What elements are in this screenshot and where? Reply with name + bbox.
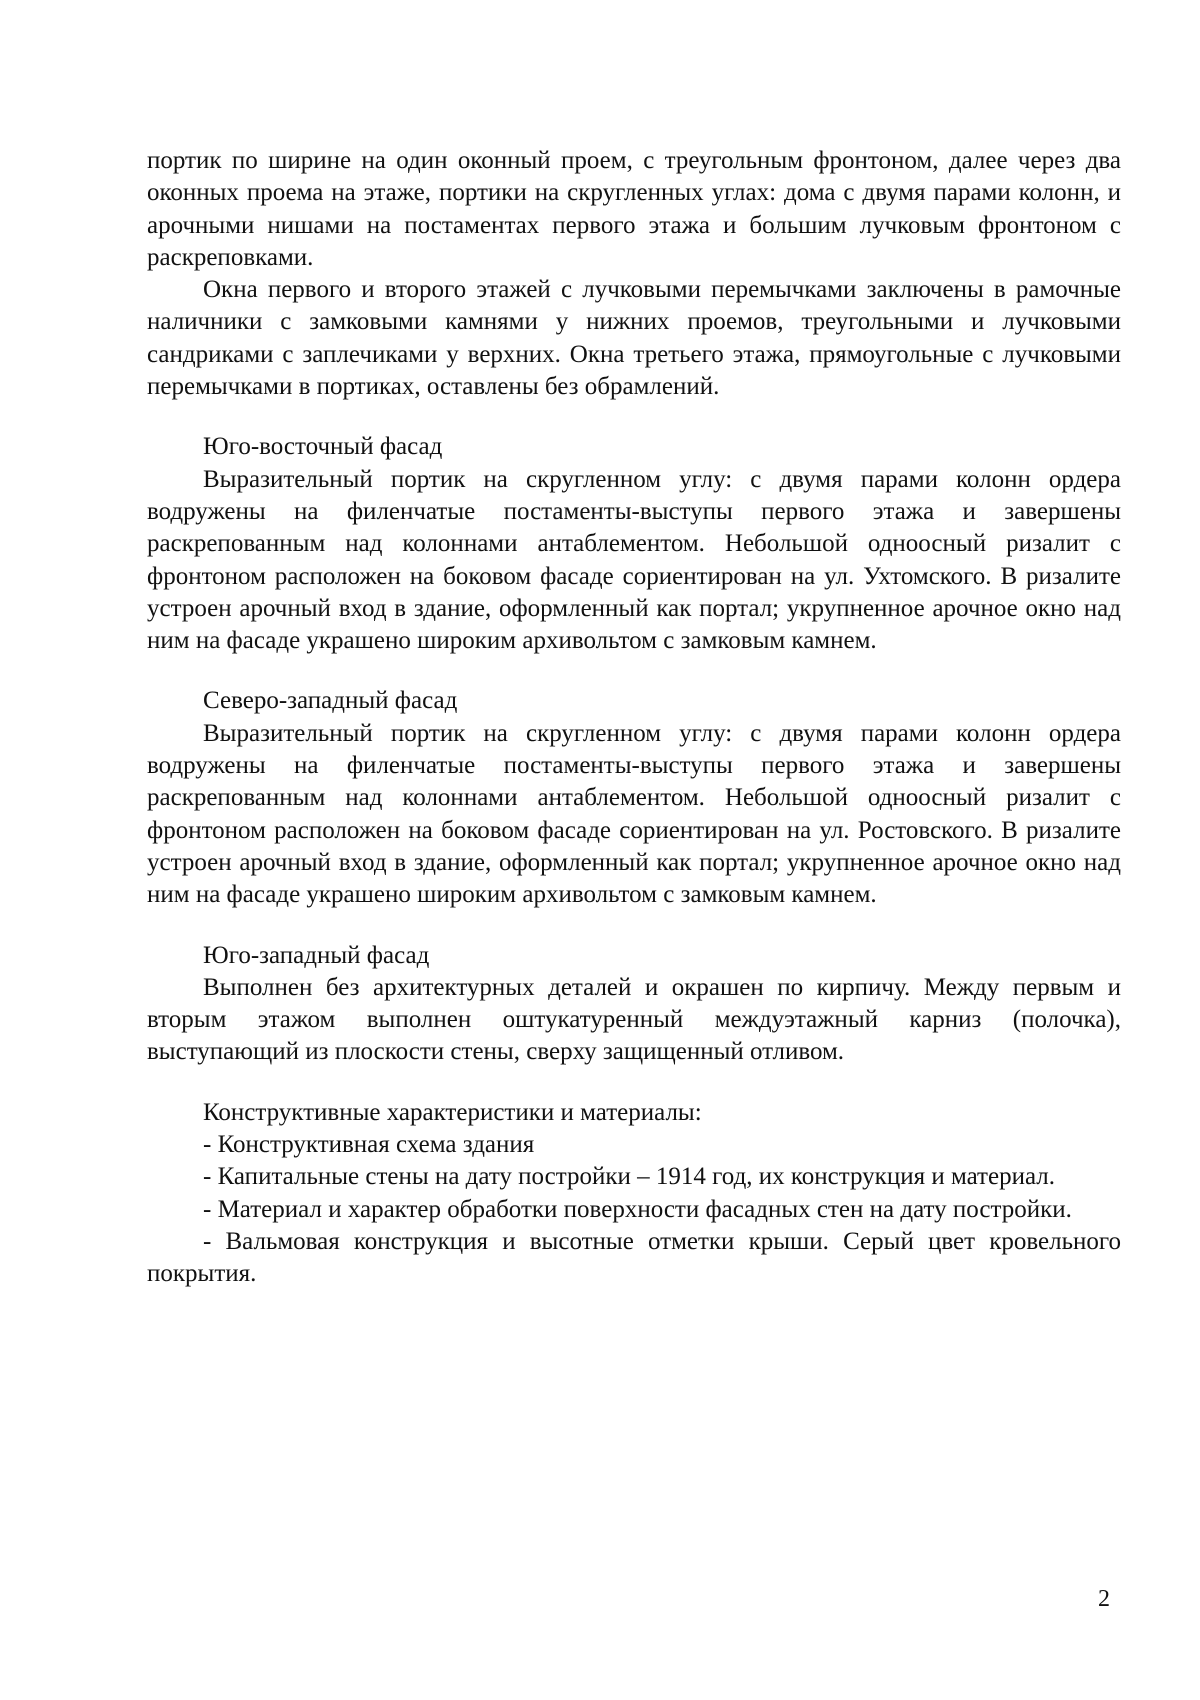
- northwest-facade-heading: Северо-западный фасад: [203, 687, 458, 715]
- southwest-facade-heading: Юго-западный фасад: [203, 941, 430, 969]
- northwest-facade-paragraph: Выразительный портик на скругленном углу: с двумя парами колонн ордера водружены на филенчатые постаменты-выступы первого этажа и завершены раскрепованным над колоннами антаблементом. Небольшой одноосный ризалит с фронтоном расположен на боковом фасаде сориентирован на ул. Ростовского. В ризалите устроен арочный вход в здание, оформленный как портал; укрупненное арочное окно над ним на фасаде украшено широким архивольтом с замковым камнем.: [147, 719, 1121, 909]
- southwest-facade-paragraph: Выполнен без архитектурных деталей и окрашен по кирпичу. Между первым и вторым этажом выполнен оштукатуренный междуэтажный карниз (полочка), выступающий из плоскости стены, сверху защищенный отливом.: [147, 973, 1121, 1066]
- document-body: [147, 145, 1121, 1291]
- southeast-facade-paragraph: Выразительный портик на скругленном углу: с двумя парами колонн ордера водружены на филенчатые постаменты-выступы первого этажа и завершены раскрепованным над колоннами антаблементом. Небольшой одноосный ризалит с фронтоном расположен на боковом фасаде сориентирован на ул. Ухтомского. В ризалите устроен арочный вход в здание, оформленный как портал; укрупненное арочное окно над ним на фасаде украшено широким архивольтом с замковым камнем.: [147, 465, 1121, 655]
- windows-paragraph: Окна первого и второго этажей с лучковыми перемычками заключены в рамочные наличники с замковыми камнями у нижних проемов, треугольными и лучковыми сандриками с заплечиками у верхних. Окна третьего этажа, прямоугольные с лучковыми перемычками в портиках, оставлены без обрамлений.: [147, 276, 1121, 401]
- section-gap: [147, 1069, 1121, 1097]
- intro-paragraph: портик по ширине на один оконный проем, с треугольным фронтоном, далее через два оконных проема на этаже, портики на скругленных углах: дома с двумя парами колонн, и арочными нишами на постаментах первого этажа и большим лучковым фронтоном с раскреповками.: [147, 147, 1121, 271]
- structural-item: - Материал и характер обработки поверхности фасадных стен на дату постройки.: [203, 1195, 1072, 1223]
- section-gap: [147, 403, 1121, 431]
- structural-item: - Вальмовая конструкция и высотные отметки крыши. Серый цвет кровельного покрытия.: [147, 1227, 1121, 1288]
- page-number: 2: [1098, 1586, 1110, 1612]
- section-gap: [147, 657, 1121, 685]
- structural-item: - Капитальные стены на дату постройки – 1914 год, их конструкция и материал.: [203, 1163, 1055, 1191]
- section-gap: [147, 912, 1121, 940]
- southeast-facade-heading: Юго-восточный фасад: [203, 433, 443, 461]
- structural-heading: Конструктивные характеристики и материалы:: [203, 1098, 702, 1126]
- structural-item: - Конструктивная схема здания: [203, 1131, 535, 1159]
